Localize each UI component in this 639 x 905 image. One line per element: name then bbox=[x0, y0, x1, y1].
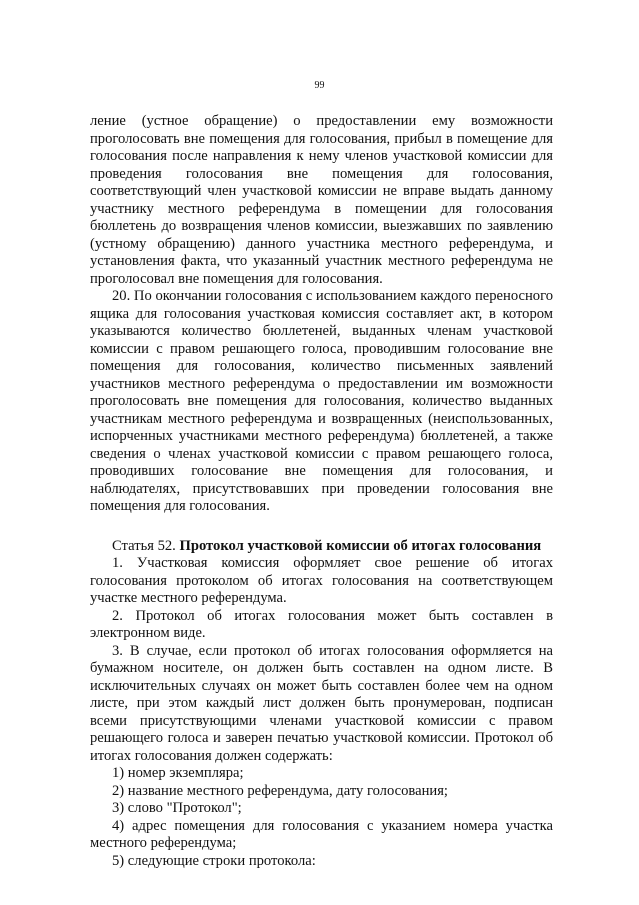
paragraph-clause-2: 2. Протокол об итогах голосования может быть составлен в электронном виде. bbox=[90, 607, 553, 641]
list-item-1: 1) номер экземпляра; bbox=[112, 765, 244, 781]
paragraph-clause-3: 3. В случае, если протокол об итогах голосования оформляется на бумажном носителе, он должен быть составлен на одном листе. В исключительных случаях он может быть составлен более чем на одном листе, при этом каждый лист должен быть пронумерован, подписан всеми присутствующими членами участковой комиссии с правом решающего голоса и заверен печатью участковой комиссии. Протокол об итогах голосования должен содержать: bbox=[90, 642, 553, 764]
list-item-2: 2) название местного референдума, дату голосования; bbox=[112, 782, 448, 799]
document-body bbox=[90, 113, 553, 870]
list-item-3: 3) слово "Протокол"; bbox=[112, 800, 242, 816]
paragraph-clause-1: 1. Участковая комиссия оформляет свое решение об итогах голосования протоколом об итогах голосования на соответствующем участке местного референдума. bbox=[90, 555, 553, 606]
list-item-4: 4) адрес помещения для голосования с указанием номера участка местного референдума; bbox=[90, 817, 553, 851]
article-number: Статья 52. bbox=[112, 537, 180, 554]
paragraph-item-20: 20. По окончании голосования с использованием каждого переносного ящика для голосования участковая комиссия составляет акт, в котором указываются количество бюллетеней, выданных членам участковой комиссии с правом решающего голоса, проводившим голосование вне помещения для голосования, количество письменных заявлений участников местного референдума о предоставлении им возможности проголосовать вне помещения для голосования, количество выданных участникам местного референдума и возвращенных (неиспользованных, испорченных участниками местного референдума) бюллетеней, а также сведения о членах участковой комиссии с правом решающего голоса, проводивших голосование вне помещения для голосования, и наблюдателях, присутствовавших при проведении голосования вне помещения для голосования. bbox=[90, 288, 553, 514]
paragraph-continuation: ление (устное обращение) о предоставлении ему возможности проголосовать вне помещения для голосования, прибыл в помещение для голосования после направления к нему членов участковой комиссии для проведения голосования вне помещения для голосования, соответствующий член участковой комиссии не вправе выдать данному участнику местного референдума в помещении для голосования бюллетень до возвращения членов комиссии, выезжавших по заявлению (устному обращению) данного участника местного референдума, и установления факта, что указанный участник местного референдума не проголосовал вне помещения для голосования. bbox=[90, 113, 553, 287]
article-heading bbox=[90, 538, 553, 556]
article-title: Протокол участковой комиссии об итогах голосования bbox=[179, 537, 542, 554]
list-item-5: 5) следующие строки протокола: bbox=[112, 852, 316, 869]
page-number: 99 bbox=[314, 80, 325, 91]
